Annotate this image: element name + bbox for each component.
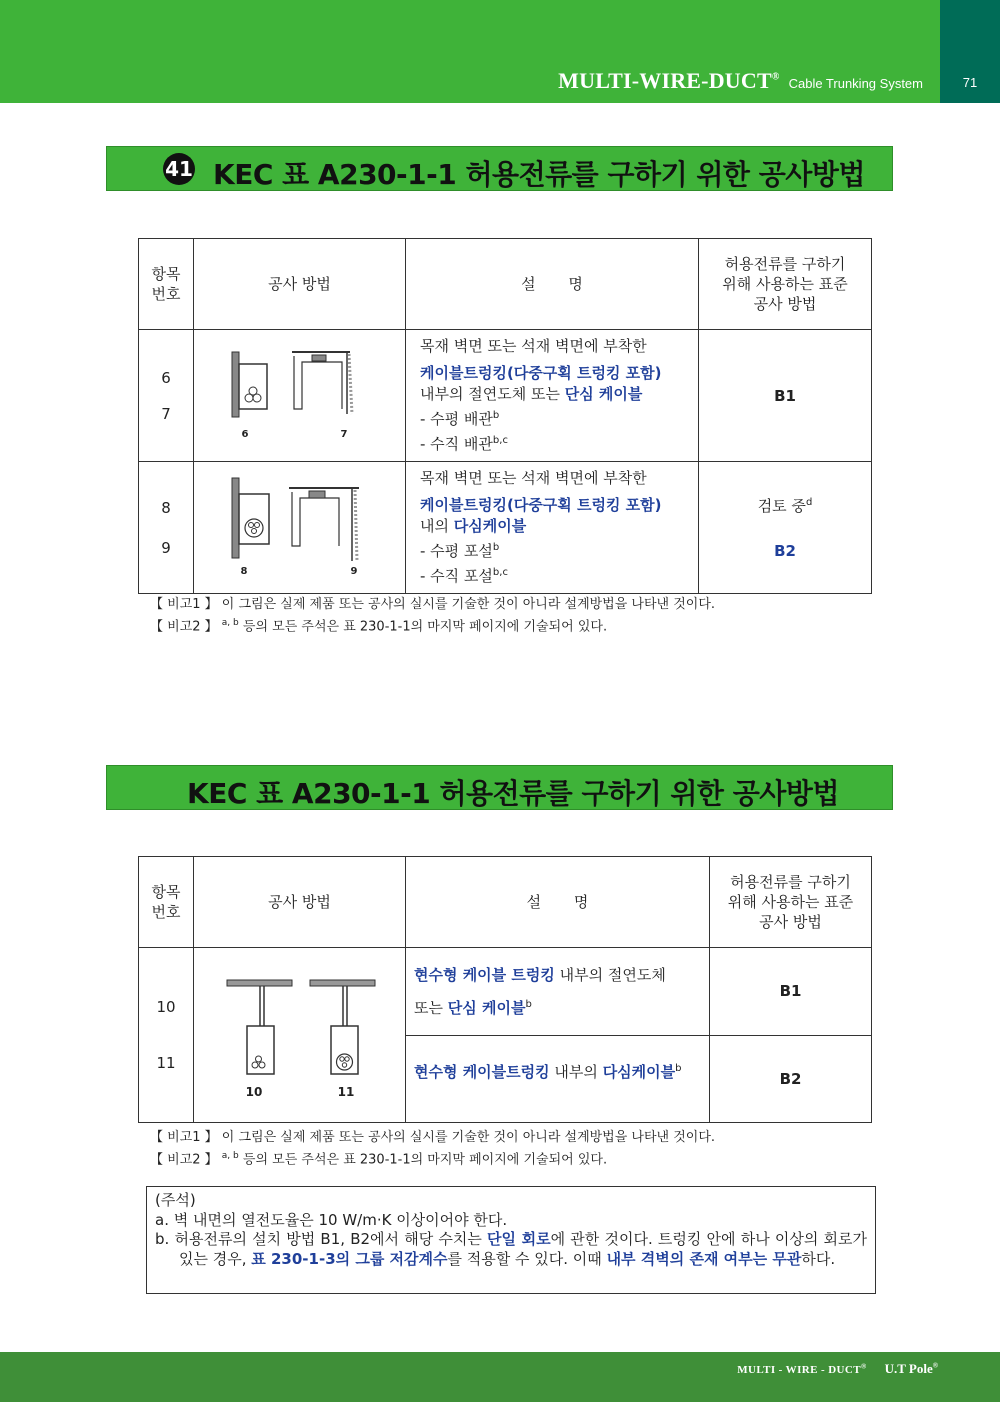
section2-title: KEC 표 A230-1-1 허용전류를 구하기 위한 공사방법 — [187, 777, 839, 810]
footnote-heading: (주석) — [155, 1191, 196, 1209]
footer-bar — [0, 1352, 1000, 1402]
method-illustration — [194, 462, 406, 594]
section2-title-bar — [106, 765, 893, 810]
header-description: 설 명 — [406, 857, 710, 948]
wall-trunking-diagram — [194, 334, 406, 454]
figure-label: 7 — [340, 428, 348, 440]
method-illustration — [194, 330, 406, 462]
wall-multicore-trunking-diagram — [194, 466, 406, 586]
figure-label: 8 — [240, 565, 248, 577]
item-numbers: 8 9 — [139, 462, 194, 594]
description-cell: 현수형 케이블 트렁킹 내부의 절연도체 또는 단심 케이블$^b$ — [406, 948, 710, 1036]
standard-method-value: B1 — [710, 948, 872, 1036]
footnote-b: b. 허용전류의 설치 방법 B1, B2에서 해당 수치는 단일 회로에 관한 것이다. 트렁킹 안에 하나 이상의 회로가 있는 경우, 표 230-1-3의 그룹 저감계수를 적용할 수 있다. 이때 내부 격벽의 존재 여부는 무관하다. — [155, 1230, 867, 1268]
standard-method-cell — [699, 462, 872, 594]
header-method: 공사 방법 — [194, 857, 406, 948]
table-row — [139, 948, 872, 1036]
method-illustration — [194, 948, 406, 1123]
item-numbers: 6 7 — [139, 330, 194, 462]
remarks-2: 【 비고1 】 이 그림은 실제 제품 또는 공사의 실시를 기술한 것이 아니라 설계방법을 나타낸 것이다. 【 비고2 】 $^{a, b}$ 등의 모든 주석은 표 230-1-1의 마지막 페이지에 기술되어 있다. — [150, 1130, 716, 1168]
construction-method-table-1 — [138, 238, 872, 594]
standard-method-value: B2 — [774, 542, 796, 560]
figure-label: 9 — [350, 565, 358, 577]
table-row — [139, 462, 872, 594]
section-number-badge: 41 — [163, 153, 195, 185]
suspended-trunking-diagram — [194, 948, 406, 1118]
construction-method-table-2 — [138, 856, 872, 1123]
page-number-tab — [940, 0, 1000, 103]
standard-method-value: B2 — [710, 1035, 872, 1123]
figure-label: 10 — [245, 1085, 263, 1099]
table-row — [139, 330, 872, 462]
section1-title: KEC 표 A230-1-1 허용전류를 구하기 위한 공사방법 — [213, 158, 865, 191]
description-cell: 현수형 케이블트렁킹 내부의 다심케이블$^b$ — [406, 1035, 710, 1123]
brand-name: MULTI-WIRE-DUCT® — [558, 68, 780, 93]
footer-brand: MULTI - WIRE - DUCT® U.T Pole® — [737, 1361, 938, 1376]
footnote-box — [146, 1186, 876, 1294]
header-method: 공사 방법 — [194, 239, 406, 330]
page-number: 71 — [962, 75, 978, 90]
brand-tagline: Cable Trunking System — [788, 76, 923, 91]
review-status: 검토 중$^d$ — [757, 497, 813, 515]
header-item-number: 항목 번호 — [139, 857, 194, 948]
header-item-number: 항목 번호 — [139, 239, 194, 330]
section1-title-bar — [106, 146, 893, 191]
footnote-a: a. 벽 내면의 열전도율은 10 W/m·K 이상이어야 한다. — [155, 1210, 508, 1229]
standard-method-value: B1 — [699, 330, 872, 462]
figure-label: 6 — [241, 428, 249, 440]
header-description: 설 명 — [406, 239, 699, 330]
table-header-row — [139, 857, 872, 948]
item-numbers: 10 11 — [139, 948, 194, 1123]
figure-label: 11 — [337, 1085, 355, 1099]
header-brand — [558, 68, 923, 94]
description-cell: 목재 벽면 또는 석재 벽면에 부착한 케이블트렁킹(다중구획 트렁킹 포함) 내부의 절연도체 또는 단심 케이블 - 수평 배관$^b$ - 수직 배관$^{b,c}$ — [406, 330, 699, 462]
description-cell: 목재 벽면 또는 석재 벽면에 부착한 케이블트렁킹(다중구획 트렁킹 포함) 내의 다심케이블 - 수평 포설$^b$ - 수직 포설$^{b,c}$ — [406, 462, 699, 594]
header-standard-method: 허용전류를 구하기 위해 사용하는 표준 공사 방법 — [699, 239, 872, 330]
remarks-1: 【 비고1 】 이 그림은 실제 제품 또는 공사의 실시를 기술한 것이 아니라 설계방법을 나타낸 것이다. 【 비고2 】 $^{a, b}$ 등의 모든 주석은 표 230-1-1의 마지막 페이지에 기술되어 있다. — [150, 597, 716, 635]
table-header-row — [139, 239, 872, 330]
header-standard-method: 허용전류를 구하기 위해 사용하는 표준 공사 방법 — [710, 857, 872, 948]
